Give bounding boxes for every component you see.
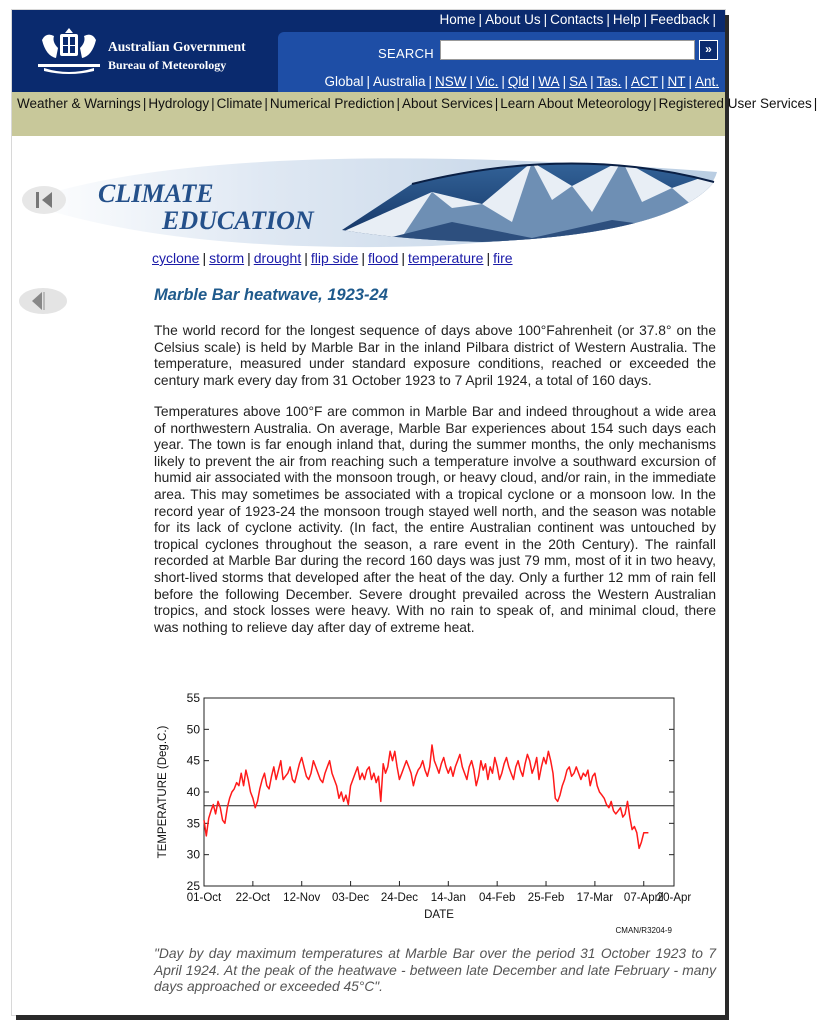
separator: | bbox=[211, 96, 215, 111]
back-arrow-icon[interactable] bbox=[18, 286, 68, 316]
x-tick-label: 04-Feb bbox=[478, 892, 516, 904]
region-tas-link[interactable]: Tas. bbox=[596, 74, 622, 89]
separator: | bbox=[202, 250, 207, 266]
x-tick-label: 25-Feb bbox=[527, 892, 565, 904]
separator: | bbox=[401, 250, 405, 266]
region-act-link[interactable]: ACT bbox=[630, 74, 658, 89]
chart-caption: "Day by day maximum temperatures at Marble Bar over the period 31 October 1923 to 7 April 1924. At the peak of the heatwave - between late December and late February - many days approached or exceeded 45°C". bbox=[154, 946, 716, 995]
separator: | bbox=[361, 250, 365, 266]
agency-bureau: Bureau of Meteorology bbox=[108, 58, 227, 72]
separator: | bbox=[486, 250, 491, 266]
x-tick-label: 07-April bbox=[623, 892, 664, 904]
nav-learn-about-meteorology[interactable]: Learn About Meteorology bbox=[500, 96, 652, 111]
separator: | bbox=[688, 74, 692, 89]
separator: | bbox=[428, 74, 433, 89]
temperature-series-line bbox=[204, 745, 648, 848]
y-tick-label: 40 bbox=[186, 785, 200, 799]
article-paragraph: The world record for the longest sequence of days above 100°Fahrenheit (or 37.8° on the Celsius scale) is held by Marble Bar in the inland Pilbara district of Western Australia. The temperature, measured under standard exposure conditions, reached or exceeded the century mark every day from 31 October 1923 to 7 April 1924, a total of 160 days. bbox=[154, 323, 716, 388]
nav-about-services[interactable]: About Services bbox=[401, 96, 493, 111]
region-vic-link[interactable]: Vic. bbox=[476, 74, 499, 89]
search-label: SEARCH bbox=[378, 46, 434, 61]
separator: | bbox=[660, 74, 665, 89]
region-wa-link[interactable]: WA bbox=[538, 74, 560, 89]
temperature-chart bbox=[152, 678, 692, 936]
search-input[interactable] bbox=[440, 40, 695, 60]
x-tick-label: 03-Dec bbox=[332, 892, 370, 904]
nav-registered-user-services[interactable]: Registered User Services bbox=[658, 96, 812, 111]
region-sa-link[interactable]: SA bbox=[569, 74, 588, 89]
agency-name[interactable] bbox=[108, 38, 246, 74]
separator: | bbox=[813, 96, 818, 111]
article-paragraph: Temperatures above 100°F are common in Marble Bar and indeed throughout a wide area of northwestern Australia. On average, Marble Bar experiences about 154 such days each year. The town is far enough inland that, during the summer months, the only mechanisms likely to prevent the air from reaching such a temperature involve a southward excursion of humid air associated with the monsoon trough, or heavy cloud, and/or rain, in the immediate area. This may sometimes be associated with a tropical cyclone or a monsoon low. In the record year of 1923-24 the monsoon trough stayed well north, and the season was notable for its lack of cyclone activity. (In fact, the entire Australian continent was untouched by tropical cyclones throughout the season, a rare event in the 20th Century). The rainfall recorded at Marble Bar during the record 160 days was just 79 mm, most of it in two heavy, short-lived storms that developed after the heat of the day. Only a further 12 mm of rain fell before the following December. Severe drought prevailed across the Western Australian tropics, and stock losses were heavy. With no rain to speak of, and minimal cloud, there was nothing to relieve day after day of extreme heat. bbox=[154, 404, 716, 635]
x-tick-label: 20-Apr bbox=[656, 892, 692, 904]
separator: | bbox=[643, 12, 648, 27]
agency-government: Australian Government bbox=[108, 39, 246, 54]
banner-title-climate: CLIMATE bbox=[98, 179, 214, 208]
separator: | bbox=[562, 74, 567, 89]
x-tick-label: 01-Oct bbox=[186, 892, 222, 904]
region-nt-link[interactable]: NT bbox=[667, 74, 686, 89]
nav-hydrology[interactable]: Hydrology bbox=[148, 96, 210, 111]
site-header bbox=[12, 10, 725, 92]
x-tick-label: 22-Oct bbox=[235, 892, 271, 904]
separator: | bbox=[501, 74, 505, 89]
y-tick-label: 50 bbox=[186, 722, 200, 737]
help-link[interactable]: Help bbox=[612, 12, 641, 27]
first-page-icon[interactable] bbox=[22, 186, 66, 214]
separator: | bbox=[543, 12, 548, 27]
topic-fire-link[interactable]: fire bbox=[493, 250, 513, 266]
topic-storm-link[interactable]: storm bbox=[209, 250, 245, 266]
contacts-link[interactable]: Contacts bbox=[550, 12, 604, 27]
y-axis-label: TEMPERATURE (Deg.C.) bbox=[157, 725, 169, 859]
separator: | bbox=[264, 96, 268, 111]
y-tick-label: 30 bbox=[186, 847, 200, 862]
x-tick-label: 12-Nov bbox=[283, 892, 321, 904]
nav-weather-warnings[interactable]: Weather & Warnings bbox=[17, 96, 141, 111]
x-tick-label: 17-Mar bbox=[576, 892, 614, 904]
separator: | bbox=[494, 96, 499, 111]
topic-temperature-link[interactable]: temperature bbox=[407, 250, 484, 266]
y-tick-label: 35 bbox=[186, 816, 200, 831]
page-title: Marble Bar heatwave, 1923-24 bbox=[154, 286, 388, 304]
separator: | bbox=[142, 96, 147, 111]
separator: | bbox=[712, 12, 716, 27]
x-tick-label: 24-Dec bbox=[380, 892, 418, 904]
separator: | bbox=[531, 74, 536, 89]
separator: | bbox=[366, 74, 370, 89]
topic-drought-link[interactable]: drought bbox=[253, 250, 302, 266]
y-tick-label: 45 bbox=[186, 753, 200, 768]
nav-numerical-prediction[interactable]: Numerical Prediction bbox=[269, 96, 395, 111]
topic-flood-link[interactable]: flood bbox=[367, 250, 399, 266]
separator: | bbox=[478, 12, 483, 27]
topic-flip-side-link[interactable]: flip side bbox=[310, 250, 359, 266]
separator: | bbox=[606, 12, 610, 27]
home-link[interactable]: Home bbox=[439, 12, 476, 27]
region-qld-link[interactable]: Qld bbox=[507, 74, 529, 89]
coat-of-arms-logo[interactable] bbox=[36, 26, 102, 76]
region-links bbox=[324, 74, 719, 89]
separator: | bbox=[469, 74, 474, 89]
separator: | bbox=[590, 74, 594, 89]
separator: | bbox=[247, 250, 251, 266]
topic-links bbox=[152, 250, 513, 266]
feedback-link[interactable]: Feedback bbox=[650, 12, 710, 27]
nav-climate[interactable]: Climate bbox=[216, 96, 263, 111]
banner-title-education: EDUCATION bbox=[162, 206, 314, 235]
page-frame bbox=[12, 10, 818, 1015]
nav-line bbox=[17, 94, 818, 114]
region-ant-link[interactable]: Ant. bbox=[694, 74, 719, 89]
separator: | bbox=[624, 74, 628, 89]
x-axis-label: DATE bbox=[424, 909, 454, 921]
climate-education-banner bbox=[12, 142, 725, 252]
chart-credit: CMAN/R3204-9 bbox=[615, 926, 672, 935]
y-tick-label: 55 bbox=[186, 691, 200, 705]
topic-cyclone-link[interactable]: cyclone bbox=[152, 250, 200, 266]
separator: | bbox=[653, 96, 657, 111]
region-global-link[interactable]: Global bbox=[324, 74, 364, 89]
region-australia-link[interactable]: Australia bbox=[373, 74, 426, 89]
about-us-link[interactable]: About Us bbox=[485, 12, 541, 27]
region-nsw-link[interactable]: NSW bbox=[435, 74, 467, 89]
plot-frame bbox=[204, 698, 674, 886]
x-tick-label: 14-Jan bbox=[430, 892, 466, 904]
top-links bbox=[440, 12, 719, 27]
y-tick-label: 25 bbox=[186, 879, 200, 893]
search-go-button[interactable]: » bbox=[699, 40, 718, 60]
main-nav bbox=[12, 92, 818, 136]
separator: | bbox=[396, 96, 400, 111]
separator: | bbox=[304, 250, 308, 266]
